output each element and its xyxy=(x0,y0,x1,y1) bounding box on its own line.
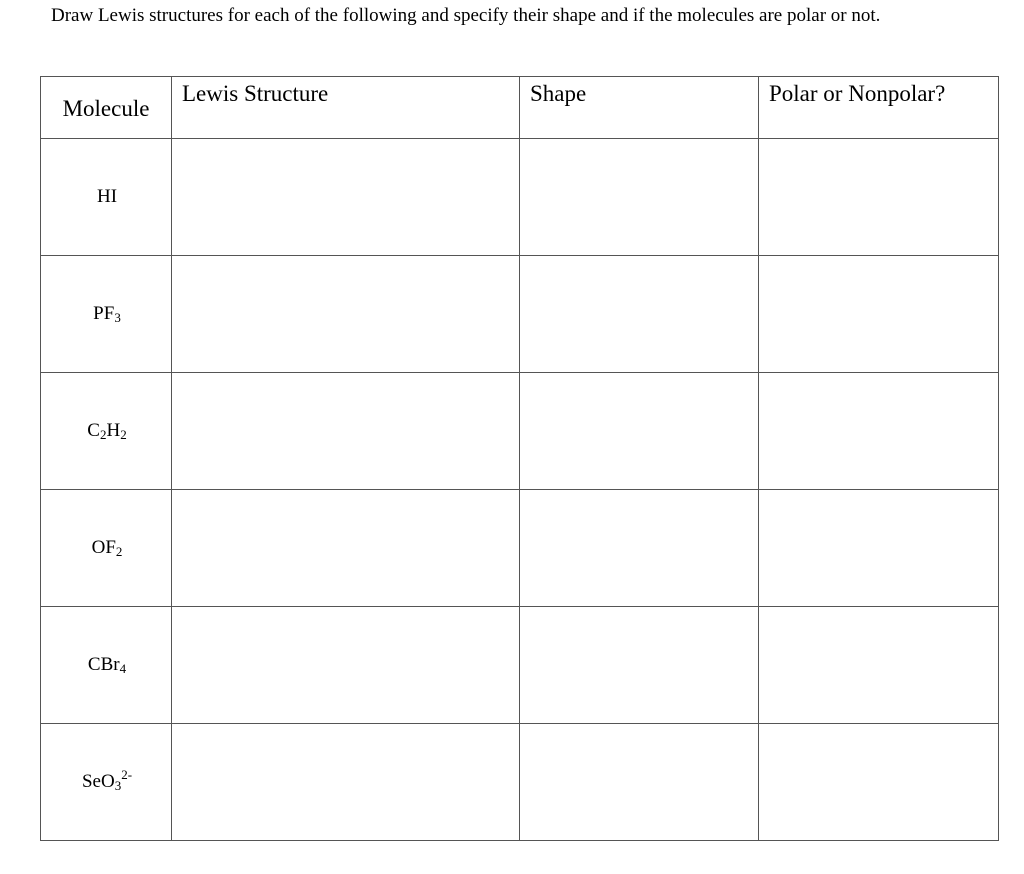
shape-cell[interactable] xyxy=(520,724,759,841)
formula-symbol: PF xyxy=(93,303,115,324)
molecule-cell xyxy=(41,139,172,256)
molecule-cell xyxy=(41,490,172,607)
polarity-cell[interactable] xyxy=(759,490,999,607)
lewis-structure-cell[interactable] xyxy=(172,724,520,841)
table-row xyxy=(41,373,999,490)
header-shape: Shape xyxy=(520,77,759,139)
polarity-cell[interactable] xyxy=(759,724,999,841)
molecule-formula xyxy=(97,186,117,207)
formula-subscript: 2 xyxy=(120,427,127,442)
lewis-structure-cell[interactable] xyxy=(172,607,520,724)
molecule-cell xyxy=(41,256,172,373)
formula-subscript: 3 xyxy=(114,310,121,325)
formula-subscript: 4 xyxy=(119,661,127,676)
molecule-formula xyxy=(93,303,121,324)
header-lewis-structure: Lewis Structure xyxy=(172,77,520,139)
shape-cell[interactable] xyxy=(520,139,759,256)
formula-symbol: SeO xyxy=(81,771,115,792)
header-polarity: Polar or Nonpolar? xyxy=(759,77,999,139)
header-row xyxy=(41,77,999,139)
table-row xyxy=(41,607,999,724)
shape-cell[interactable] xyxy=(520,490,759,607)
formula-subscript: 2 xyxy=(99,427,107,442)
formula-symbol: HI xyxy=(96,186,118,207)
formula-symbol: CBr xyxy=(87,654,120,675)
lewis-structure-cell[interactable] xyxy=(172,256,520,373)
table-row xyxy=(41,490,999,607)
lewis-structure-cell[interactable] xyxy=(172,373,520,490)
molecule-formula xyxy=(92,537,123,558)
molecule-formula xyxy=(81,767,133,793)
table-row xyxy=(41,724,999,841)
molecule-cell xyxy=(41,724,172,841)
formula-subscript: 3 xyxy=(114,778,122,793)
instructions-text: Draw Lewis structures for each of the following and specify their shape and if the molecules are polar or not. xyxy=(51,5,881,26)
shape-cell[interactable] xyxy=(520,373,759,490)
formula-subscript: 2 xyxy=(115,544,123,559)
shape-cell[interactable] xyxy=(520,256,759,373)
polarity-cell[interactable] xyxy=(759,607,999,724)
header-molecule: Molecule xyxy=(41,77,172,139)
shape-cell[interactable] xyxy=(520,607,759,724)
table-row xyxy=(41,139,999,256)
molecule-formula xyxy=(87,420,126,441)
worksheet-table xyxy=(40,76,999,841)
table-row xyxy=(41,256,999,373)
molecule-cell xyxy=(41,373,172,490)
polarity-cell[interactable] xyxy=(759,256,999,373)
formula-symbol: OF xyxy=(91,537,116,558)
molecule-cell xyxy=(41,607,172,724)
lewis-structure-cell[interactable] xyxy=(172,139,520,256)
polarity-cell[interactable] xyxy=(759,139,999,256)
polarity-cell[interactable] xyxy=(759,373,999,490)
molecule-formula xyxy=(88,654,126,675)
lewis-structure-cell[interactable] xyxy=(172,490,520,607)
formula-charge: 2- xyxy=(121,767,133,782)
formula-symbol: H xyxy=(106,420,121,441)
formula-symbol: C xyxy=(87,420,100,441)
